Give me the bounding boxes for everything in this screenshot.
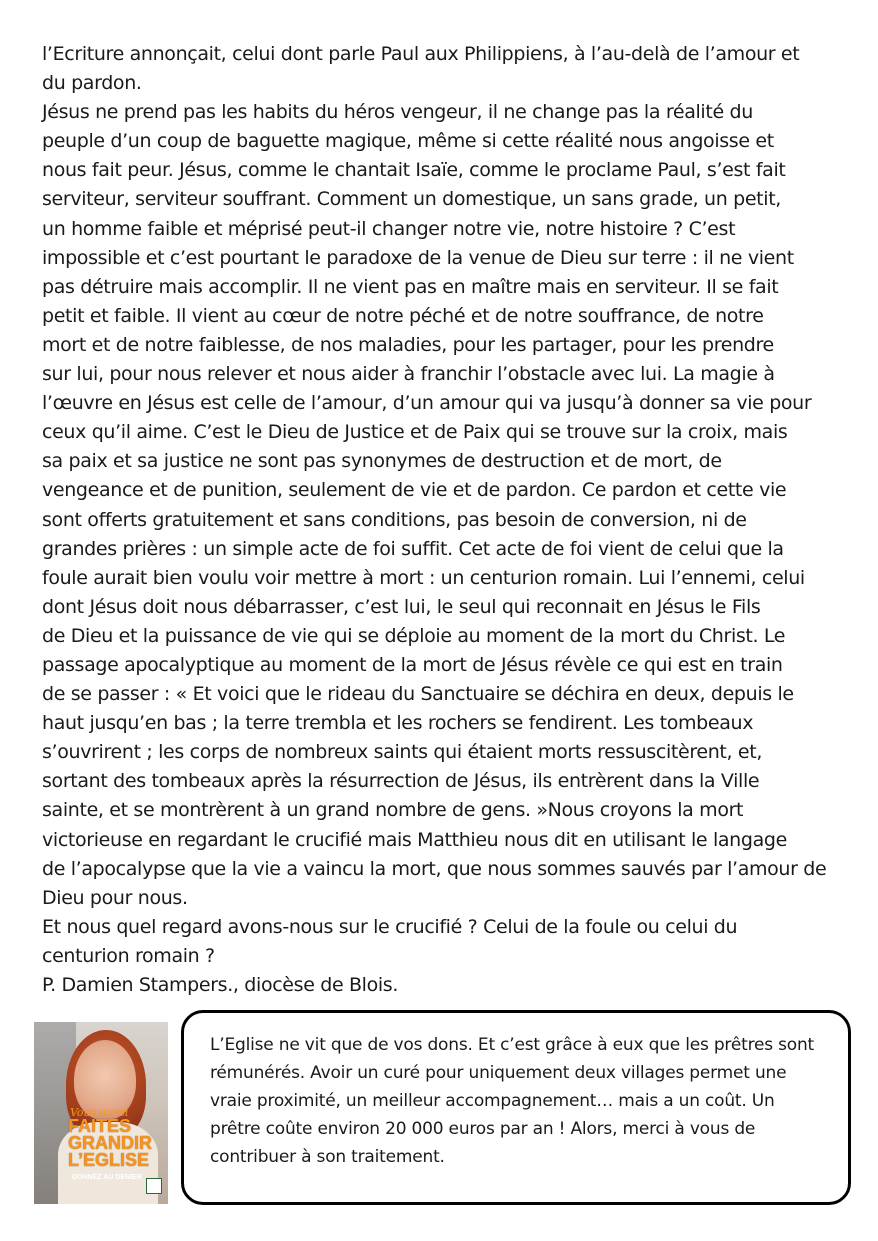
callout-line: contribuer à son traitement. (210, 1147, 445, 1167)
body-line: ceux qu’il aime. C’est le Dieu de Justice et de Paix qui se trouve sur la croix, mais (42, 421, 788, 444)
body-line: l’Ecriture annonçait, celui dont parle Paul aux Philippiens, à l’au-delà de l’amour et (42, 43, 800, 65)
body-line: passage apocalyptique au moment de la mort de Jésus révèle ce qui est en train (42, 653, 783, 676)
body-line: sortant des tombeaux après la résurrection de Jésus, ils entrèrent dans la Ville (42, 770, 760, 793)
body-line: sa paix et sa justice ne sont pas synonymes de destruction et de mort, de (42, 450, 722, 473)
body-line: dont Jésus doit nous débarrasser, c’est lui, le seul qui reconnait en Jésus le Fils (42, 595, 761, 618)
poster-title-line: FAITES (68, 1116, 132, 1136)
body-line: victorieuse en regardant le crucifié mais Matthieu nous dit en utilisant le langage (42, 828, 787, 851)
body-line: petit et faible. Il vient au cœur de notre péché et de notre souffrance, de notre (42, 304, 764, 327)
body-line: du pardon. (42, 72, 142, 95)
author-signature: P. Damien Stampers., diocèse de Blois. (42, 974, 399, 996)
body-line: sont offerts gratuitement et sans conditions, pas besoin de conversion, ni de (42, 508, 747, 531)
denier-poster-image (34, 1022, 168, 1204)
body-line: s’ouvrirent ; les corps de nombreux saints qui étaient morts ressuscitèrent, et, (42, 741, 763, 764)
body-line: serviteur, serviteur souffrant. Comment un domestique, un sans grade, un petit, (42, 188, 781, 211)
body-line: peuple d’un coup de baguette magique, même si cette réalité nous angoisse et (42, 130, 774, 153)
callout-line: rémunérés. Avoir un curé pour uniquement deux villages permet une (210, 1063, 787, 1083)
body-line: nous fait peur. Jésus, comme le chantait Isaïe, comme le proclame Paul, s’est fait (42, 159, 786, 182)
body-line: de se passer : « Et voici que le rideau du Sanctuaire se déchira en deux, depuis le (42, 683, 794, 706)
article-body (42, 40, 842, 1000)
body-line: haut jusqu’en bas ; la terre trembla et les rochers se fendirent. Les tombeaux (42, 712, 754, 735)
body-line: sur lui, pour nous relever et nous aider à franchir l’obstacle avec lui. La magie à (42, 363, 775, 386)
poster-donnez: DONNEZ AU DENIER (72, 1174, 142, 1181)
diocese-logo-icon (146, 1178, 162, 1194)
body-line: vengeance et de punition, seulement de vie et de pardon. Ce pardon et cette vie (42, 479, 787, 502)
callout-line: L’Eglise ne vit que de vos dons. Et c’est grâce à eux que les prêtres sont (210, 1035, 815, 1055)
poster-vous-aussi: Vous aussi (70, 1106, 129, 1119)
body-line: Et nous quel regard avons-nous sur le crucifié ? Celui de la foule ou celui du (42, 915, 738, 938)
body-line: l’œuvre en Jésus est celle de l’amour, d’un amour qui va jusqu’à donner sa vie pour (42, 392, 812, 415)
poster-title-line: GRANDIR (68, 1133, 152, 1153)
body-line: un homme faible et méprisé peut-il changer notre vie, notre histoire ? C’est (42, 217, 736, 240)
body-line: de l’apocalypse que la vie a vaincu la mort, que nous sommes sauvés par l’amour de (42, 857, 827, 880)
body-line: impossible et c’est pourtant le paradoxe de la venue de Dieu sur terre : il ne vient (42, 246, 794, 269)
poster-title-line: L’EGLISE (68, 1150, 150, 1170)
body-line: Jésus ne prend pas les habits du héros vengeur, il ne change pas la réalité du (42, 101, 753, 124)
body-line: sainte, et se montrèrent à un grand nombre de gens. »Nous croyons la mort (42, 799, 744, 822)
body-line: pas détruire mais accomplir. Il ne vient pas en maître mais en serviteur. Il se fait (42, 275, 779, 298)
body-line: grandes prières : un simple acte de foi suffit. Cet acte de foi vient de celui que la (42, 537, 784, 560)
body-line: de Dieu et la puissance de vie qui se déploie au moment de la mort du Christ. Le (42, 624, 786, 647)
body-line: Dieu pour nous. (42, 886, 188, 909)
callout-text (210, 1031, 830, 1171)
body-line: foule aurait bien voulu voir mettre à mort : un centurion romain. Lui l’ennemi, celui (42, 566, 805, 589)
callout-line: prêtre coûte environ 20 000 euros par an ! Alors, merci à vous de (210, 1119, 756, 1139)
callout-line: vraie proximité, un meilleur accompagnement… mais a un coût. Un (210, 1091, 775, 1111)
body-line: centurion romain ? (42, 944, 215, 967)
body-line: mort et de notre faiblesse, de nos maladies, pour les partager, pour les prendre (42, 333, 774, 356)
donation-callout-box (181, 1010, 851, 1205)
